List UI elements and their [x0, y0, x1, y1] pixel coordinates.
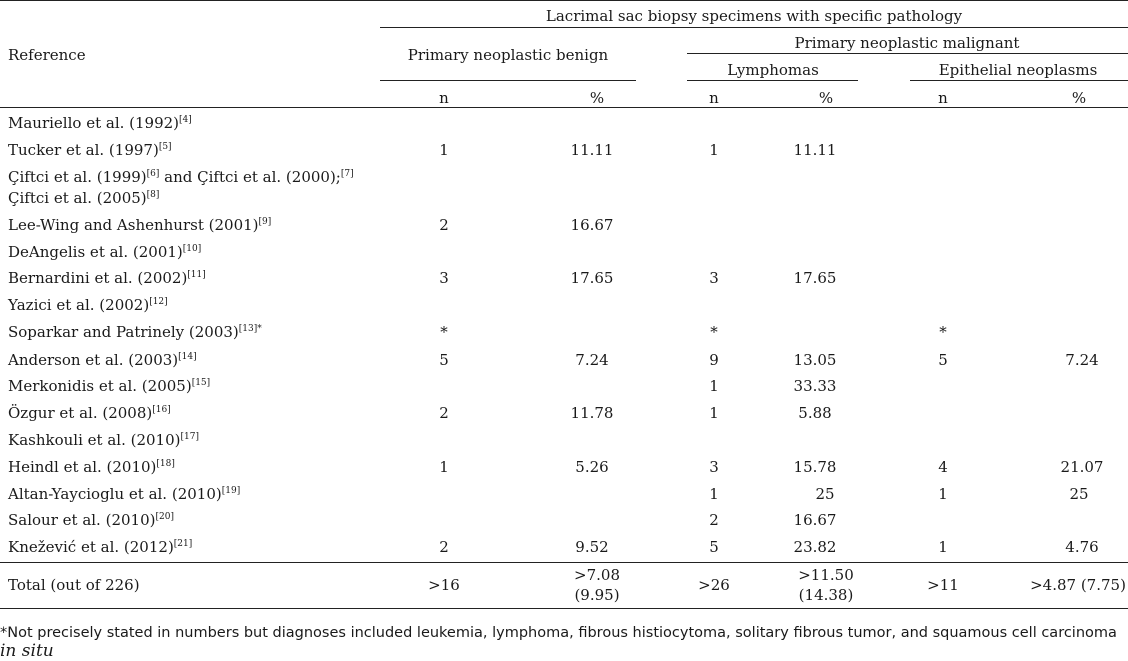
- footnote-italic: in situ: [0, 641, 54, 661]
- row-reference: Mauriello et al. (1992)[4]: [8, 114, 192, 132]
- cell-epi-n: 1: [938, 538, 948, 556]
- cell-lymph-n: 1: [709, 404, 719, 422]
- footnote: *Not precisely stated in numbers but diagnoses included leukemia, lymphoma, fibrous histiocytoma, solitary fibrous tumor, and squamous cell carcinoma in situ: [0, 625, 1117, 661]
- header-top: Lacrimal sac biopsy specimens with specific pathology: [545, 7, 963, 25]
- header-epithelial: Epithelial neoplasms: [938, 61, 1098, 79]
- rule-under-top: [380, 27, 1128, 28]
- total-epi-n: >11: [927, 576, 959, 594]
- cell-epi-n: 1: [938, 485, 948, 503]
- rule-total-top: [0, 562, 1128, 563]
- row-reference: Özgur et al. (2008)[16]: [8, 404, 171, 422]
- cell-epi-n: 5: [938, 351, 948, 369]
- cell-benign-n: 5: [439, 351, 449, 369]
- cell-benign-n: 3: [439, 269, 449, 287]
- row-reference: Yazici et al. (2002)[12]: [8, 296, 168, 314]
- row-reference: DeAngelis et al. (2001)[10]: [8, 243, 202, 261]
- row-reference: Tucker et al. (1997)[5]: [8, 141, 172, 159]
- cell-lymph-pct: 11.11: [793, 141, 837, 159]
- cell-lymph-pct: 25: [815, 485, 835, 503]
- cell-benign-pct: 5.26: [575, 458, 609, 476]
- cell-benign-pct: 11.78: [570, 404, 614, 422]
- header-benign: Primary neoplastic benign: [407, 46, 609, 64]
- cell-epi-pct: 21.07: [1060, 458, 1104, 476]
- total-benign-pct-paren: (9.95): [574, 586, 620, 604]
- rule-under-malignant: [687, 53, 1128, 54]
- cell-lymph-n: 3: [709, 458, 719, 476]
- cell-benign-n: 1: [439, 141, 449, 159]
- header-epi-pct: %: [1071, 89, 1087, 107]
- cell-benign-n: *: [440, 323, 448, 341]
- row-reference: Merkonidis et al. (2005)[15]: [8, 377, 211, 395]
- cell-benign-pct: 11.11: [570, 141, 614, 159]
- rule-header-bottom: [0, 107, 1128, 108]
- row-reference: Soparkar and Patrinely $(2003)^{[13]*}$: [8, 323, 262, 341]
- cell-benign-n: 2: [439, 538, 449, 556]
- cell-epi-pct: 25: [1069, 485, 1089, 503]
- rule-under-benign: [380, 80, 636, 81]
- row-reference: Altan-Yaycioglu et al. (2010)[19]: [8, 485, 241, 503]
- row-reference: Heindl et al. (2010)[18]: [8, 458, 175, 476]
- cell-lymph-n: 9: [709, 351, 719, 369]
- header-lymph-pct: %: [818, 89, 834, 107]
- total-lymph-pct: >11.50: [798, 566, 854, 584]
- header-epi-n: n: [938, 89, 948, 107]
- header-benign-n: n: [439, 89, 449, 107]
- row-reference-line2: Çiftci et al. (2005)[8]: [8, 189, 160, 207]
- row-reference: Çiftci et al. (1999)[6] and Çiftci et al. (2000);[7]: [8, 168, 354, 186]
- cell-benign-n: 2: [439, 404, 449, 422]
- cell-benign-pct: 17.65: [570, 269, 614, 287]
- rule-under-lymphomas: [687, 80, 858, 81]
- rule-top: [0, 0, 1128, 1]
- header-benign-pct: %: [589, 89, 605, 107]
- cell-lymph-n: 5: [709, 538, 719, 556]
- cell-lymph-pct: 5.88: [798, 404, 832, 422]
- row-reference: Salour et al. (2010)[20]: [8, 511, 174, 529]
- rule-under-epithelial: [910, 80, 1128, 81]
- cell-benign-n: 2: [439, 216, 449, 234]
- rule-bottom: [0, 608, 1128, 609]
- cell-lymph-pct: 17.65: [793, 269, 837, 287]
- cell-lymph-pct: 23.82: [793, 538, 837, 556]
- cell-epi-n: 4: [938, 458, 948, 476]
- cell-lymph-pct: 15.78: [793, 458, 837, 476]
- row-reference: Bernardini et al. (2002)[11]: [8, 269, 206, 287]
- cell-benign-pct: 16.67: [570, 216, 614, 234]
- header-lymph-n: n: [709, 89, 719, 107]
- cell-lymph-n: 1: [709, 485, 719, 503]
- total-lymph-n: >26: [698, 576, 730, 594]
- cell-epi-pct: 4.76: [1065, 538, 1099, 556]
- total-epi-pct: >4.87 (7.75): [1030, 576, 1126, 594]
- cell-lymph-n: 2: [709, 511, 719, 529]
- total-benign-pct: >7.08: [574, 566, 620, 584]
- row-reference: Anderson et al. (2003)[14]: [8, 351, 197, 369]
- total-lymph-pct-paren: (14.38): [798, 586, 854, 604]
- cell-lymph-n: *: [710, 323, 718, 341]
- cell-epi-pct: 7.24: [1065, 351, 1099, 369]
- cell-benign-n: 1: [439, 458, 449, 476]
- total-label: Total (out of 226): [8, 576, 140, 594]
- header-lymphomas: Lymphomas: [727, 61, 819, 79]
- cell-lymph-n: 1: [709, 377, 719, 395]
- row-reference: Knežević et al. (2012)[21]: [8, 538, 193, 556]
- cell-lymph-pct: 33.33: [793, 377, 837, 395]
- header-reference: Reference: [8, 46, 86, 64]
- cell-lymph-pct: 16.67: [793, 511, 837, 529]
- cell-lymph-n: 1: [709, 141, 719, 159]
- cell-epi-n: *: [939, 323, 947, 341]
- cell-benign-pct: 7.24: [575, 351, 609, 369]
- cell-benign-pct: 9.52: [575, 538, 609, 556]
- header-malignant: Primary neoplastic malignant: [794, 34, 1020, 52]
- row-reference: Lee-Wing and Ashenhurst (2001)[9]: [8, 216, 272, 234]
- total-benign-n: >16: [428, 576, 460, 594]
- row-reference: Kashkouli et al. (2010)[17]: [8, 431, 199, 449]
- cell-lymph-n: 3: [709, 269, 719, 287]
- cell-lymph-pct: 13.05: [793, 351, 837, 369]
